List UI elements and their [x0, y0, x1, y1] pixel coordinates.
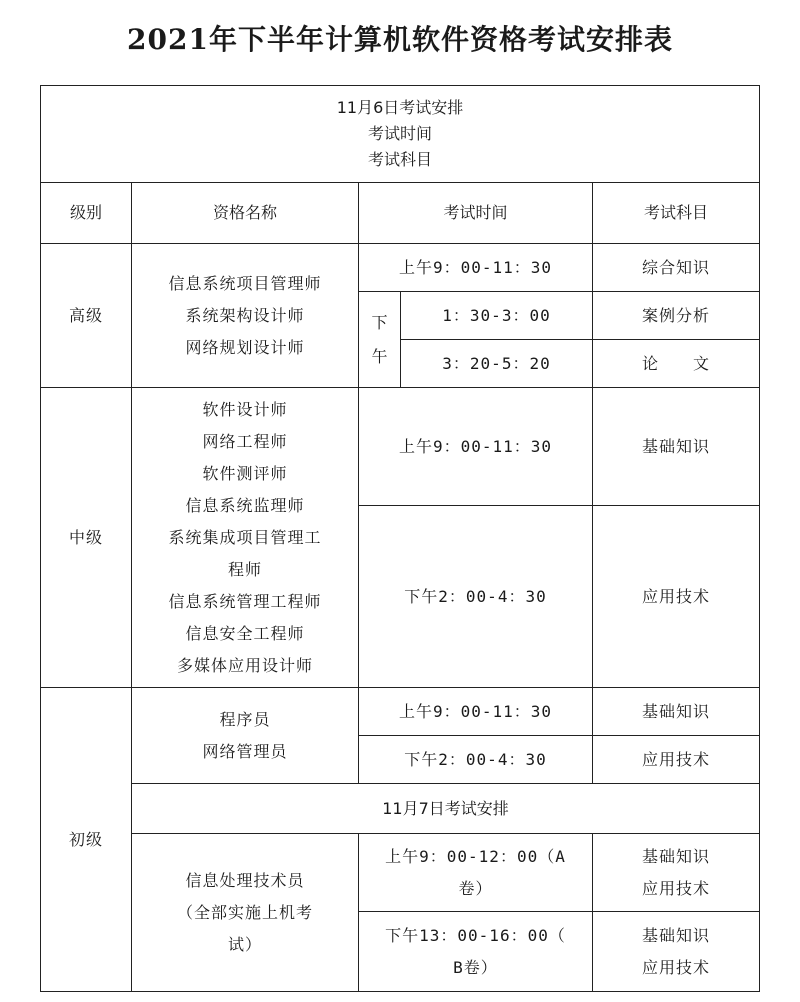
exam-subject-line: 基础知识	[642, 846, 711, 866]
exam-subject: 案例分析	[593, 292, 760, 340]
exam-subject-line: 基础知识	[642, 925, 711, 945]
qualification-name: 网络规划设计师	[185, 337, 305, 357]
exam-time	[359, 912, 593, 992]
day1-subheading-subject: 考试科目	[368, 150, 433, 169]
qualification-name: 信息安全工程师	[185, 623, 305, 643]
day1-header-cell	[41, 86, 760, 183]
exam-subject-line: 应用技术	[642, 878, 711, 898]
qualification-name: 多媒体应用设计师	[176, 655, 313, 675]
table-row	[41, 834, 760, 912]
qualification-name: 软件设计师	[202, 399, 288, 419]
level-intermediate: 中级	[41, 388, 132, 688]
day1-header-row	[41, 86, 760, 183]
exam-time-line: 上午9：00-12：00（A	[385, 846, 566, 866]
advanced-qualifications	[132, 244, 359, 388]
column-header-qualification: 资格名称	[132, 183, 359, 244]
exam-subject: 应用技术	[593, 506, 760, 688]
column-header-level: 级别	[41, 183, 132, 244]
exam-time: 3：20-5：20	[401, 340, 593, 388]
junior-qualifications	[132, 688, 359, 784]
exam-subject	[593, 834, 760, 912]
intermediate-qualifications	[132, 388, 359, 688]
exam-time-line: 下午13：00-16：00（	[385, 925, 566, 945]
qualification-name: 网络管理员	[202, 741, 288, 761]
exam-time: 1：30-3：00	[401, 292, 593, 340]
column-header-time: 考试时间	[359, 183, 593, 244]
qualification-name: 系统架构设计师	[185, 305, 305, 325]
qualification-name: 信息处理技术员	[185, 870, 305, 890]
qualification-name: 系统集成项目管理工	[168, 527, 322, 547]
table-row	[41, 244, 760, 292]
qualification-name: 信息系统管理工程师	[168, 591, 322, 611]
exam-time: 上午9：00-11：30	[359, 688, 593, 736]
day2-heading: 11月7日考试安排	[132, 784, 760, 834]
table-row	[41, 388, 760, 506]
afternoon-label-char: 午	[371, 346, 388, 366]
qualification-note: 试）	[227, 934, 262, 954]
exam-time: 上午9：00-11：30	[359, 244, 593, 292]
exam-time-line: B卷）	[453, 957, 498, 977]
exam-subject: 论 文	[593, 340, 760, 388]
exam-time	[359, 834, 593, 912]
afternoon-label-char: 下	[371, 312, 388, 332]
qualification-name: 程师	[227, 559, 262, 579]
exam-schedule-table	[40, 85, 760, 992]
exam-time: 下午2：00-4：30	[359, 736, 593, 784]
day2-header-row	[41, 784, 760, 834]
table-row	[41, 688, 760, 736]
exam-subject: 基础知识	[593, 388, 760, 506]
column-header-row	[41, 183, 760, 244]
exam-time-line: 卷）	[458, 878, 493, 898]
qualification-name: 程序员	[219, 709, 271, 729]
day2-qualifications	[132, 834, 359, 992]
qualification-name: 软件测评师	[202, 463, 288, 483]
level-advanced: 高级	[41, 244, 132, 388]
qualification-name: 网络工程师	[202, 431, 288, 451]
exam-time: 上午9：00-11：30	[359, 388, 593, 506]
day1-subheading-time: 考试时间	[368, 124, 433, 143]
day1-heading: 11月6日考试安排	[336, 98, 464, 117]
exam-subject-line: 应用技术	[642, 957, 711, 977]
exam-subject: 应用技术	[593, 736, 760, 784]
qualification-name: 信息系统项目管理师	[168, 273, 322, 293]
exam-subject	[593, 912, 760, 992]
qualification-note: （全部实施上机考	[176, 902, 313, 922]
exam-subject: 基础知识	[593, 688, 760, 736]
afternoon-label	[359, 292, 401, 388]
page-title: 2021年下半年计算机软件资格考试安排表	[127, 23, 673, 56]
level-junior: 初级	[41, 688, 132, 992]
column-header-subject: 考试科目	[593, 183, 760, 244]
exam-subject: 综合知识	[593, 244, 760, 292]
qualification-name: 信息系统监理师	[185, 495, 305, 515]
exam-time: 下午2：00-4：30	[359, 506, 593, 688]
